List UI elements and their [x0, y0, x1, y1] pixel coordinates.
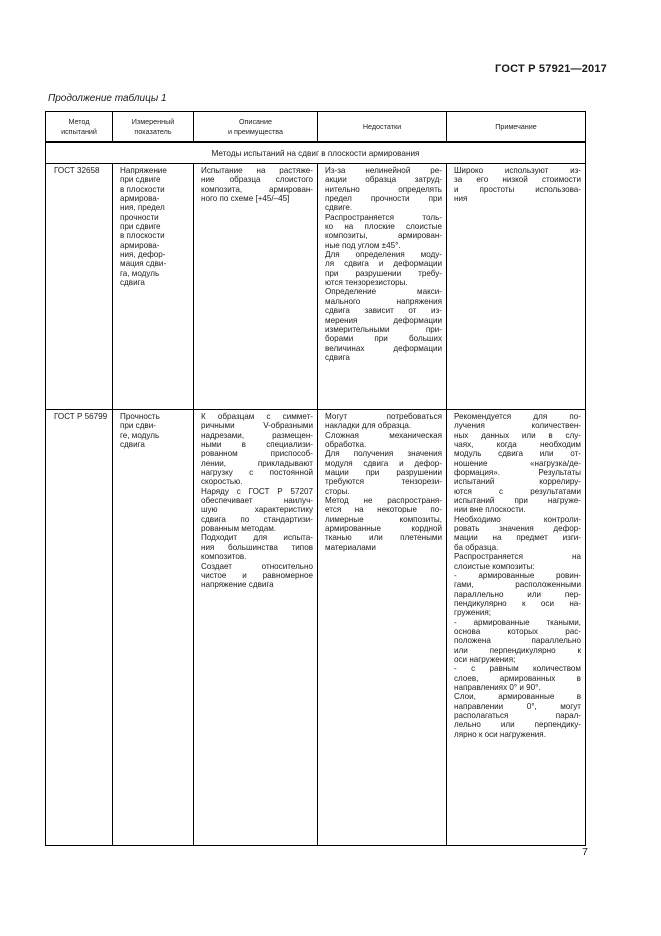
- text-line: мации на предмет изги-: [454, 533, 581, 543]
- text-line: нагрузку с постоянной: [201, 468, 313, 478]
- column-header-description: Описание и преимущества: [194, 112, 318, 143]
- text-line: тканью или плетеными: [325, 533, 442, 543]
- text-line: и простоты использова-: [454, 184, 581, 194]
- text-line: мерения деформации: [325, 315, 442, 325]
- text-line: скоростью.: [201, 477, 243, 487]
- text-line: ные под углом ±45°.: [325, 240, 401, 250]
- text-line: лярно к оси нагружения.: [454, 729, 546, 739]
- text-line: ровать значения дефор-: [454, 524, 581, 534]
- text-line: Метод не распространя-: [325, 496, 442, 506]
- notes-cell: [447, 164, 586, 410]
- text-line: ричными V-образными: [201, 421, 313, 431]
- text-line: направлениях 0° и 90°.: [454, 682, 541, 692]
- text-line: лимерные композиты,: [325, 514, 442, 524]
- text-line: сдвига зависит от из-: [325, 306, 442, 316]
- text-line: композитов.: [201, 552, 247, 562]
- text-line: шую характеристику: [201, 505, 313, 515]
- text-line: ба образца.: [454, 542, 499, 552]
- text-line: Для получения значения: [325, 449, 442, 459]
- text-line: обработка.: [325, 440, 367, 450]
- text-line: ются тензорезисторы.: [325, 278, 408, 288]
- method-cell: ГОСТ 32658: [46, 164, 113, 410]
- notes-text: [454, 412, 581, 739]
- text-line: Необходимо контроли-: [454, 514, 581, 524]
- table-row: [46, 410, 586, 846]
- text-line: величинах деформации: [325, 343, 442, 353]
- text-line: за его низкой стоимости: [454, 175, 581, 185]
- text-line: положена параллельно: [454, 636, 581, 646]
- text-line: модуля сдвига и дефор-: [325, 458, 442, 468]
- column-header-indicator: Измеренный показатель: [113, 112, 194, 143]
- text-line: сдвига: [325, 352, 350, 362]
- text-line: лучения количествен-: [454, 421, 581, 431]
- page-number: 7: [582, 846, 588, 858]
- text-line: акции образца затруд-: [325, 175, 442, 185]
- text-line: основа которых рас-: [454, 626, 581, 636]
- text-line: слоев, армированных в: [454, 673, 581, 683]
- text-line: нии вне плоскости.: [454, 505, 526, 515]
- text-line: формация». Результаты: [454, 468, 581, 478]
- text-line: - армированные ровин-: [454, 570, 581, 580]
- text-line: рованным методам.: [201, 524, 277, 534]
- description-text: [201, 166, 313, 203]
- text-line: ными в специализи-: [201, 440, 313, 450]
- text-line: модуль сдвига или от-: [454, 449, 581, 459]
- text-line: Сложная механическая: [325, 430, 442, 440]
- text-line: Из-за нелинейной ре-: [325, 166, 442, 175]
- text-line: Распространяется на: [454, 552, 581, 562]
- text-line: ния большинства типов: [201, 542, 313, 552]
- description-cell: [194, 164, 318, 410]
- drawbacks-cell: [318, 410, 447, 846]
- text-line: лении, прикладывают: [201, 458, 313, 468]
- text-line: параллельно или пер-: [454, 589, 581, 599]
- text-line: пендикулярно к оси на-: [454, 598, 581, 608]
- text-line: ного по схеме [+45/–45]: [201, 194, 290, 204]
- text-line: Подходит для испыта-: [201, 533, 313, 543]
- text-line: борами при больших: [325, 334, 442, 344]
- table-header-row: [46, 112, 586, 143]
- text-line: Широко используют из-: [454, 166, 581, 175]
- text-line: Рекомендуется для по-: [454, 412, 581, 421]
- method-cell: ГОСТ Р 56799: [46, 410, 113, 846]
- drawbacks-cell: [318, 164, 447, 410]
- methods-table: [45, 111, 586, 846]
- table-row: [46, 164, 586, 410]
- description-cell: [194, 410, 318, 846]
- text-line: Могут потребоваться: [325, 412, 442, 421]
- text-line: композиты, армирован-: [325, 231, 442, 241]
- text-line: ются с результатами: [454, 486, 581, 496]
- drawbacks-text: [325, 166, 442, 362]
- text-line: ние образца слоистого: [201, 175, 313, 185]
- text-line: К образцам с симмет-: [201, 412, 313, 421]
- text-line: располагаться парал-: [454, 711, 581, 720]
- text-line: нительно определять: [325, 184, 442, 194]
- text-line: лельно или перпендику-: [454, 720, 581, 730]
- description-text: [201, 412, 313, 590]
- text-line: гружения;: [454, 608, 492, 618]
- text-line: оси нагружения;: [454, 654, 516, 664]
- text-line: материалами: [325, 542, 376, 552]
- text-line: Определение макси-: [325, 287, 442, 297]
- indicator-cell: Напряжение при сдвиге в плоскости армирова- ния, предел прочности при сдвиге в плоскости армирова- ния, дефор- мация сдви- га, модуль сдвига: [113, 164, 194, 410]
- text-line: мации при разрушении: [325, 468, 442, 478]
- text-line: Для определения моду-: [325, 250, 442, 260]
- text-line: чистое и равномерное: [201, 570, 313, 580]
- text-line: при разрушении требу-: [325, 268, 442, 278]
- text-line: направлении 0°, могут: [454, 701, 581, 711]
- text-line: ля сдвига и деформации: [325, 259, 442, 269]
- text-line: ных данных или в слу-: [454, 430, 581, 440]
- text-line: испытаний при нагруже-: [454, 496, 581, 506]
- text-line: - с равным количеством: [454, 664, 581, 674]
- text-line: Испытание на растяже-: [201, 166, 313, 175]
- notes-cell: [447, 410, 586, 846]
- text-line: композита, армирован-: [201, 184, 313, 194]
- table-continuation-caption: Продолжение таблицы 1: [48, 93, 167, 104]
- text-line: ется на некоторые по-: [325, 505, 442, 515]
- text-line: Создает относительно: [201, 561, 313, 571]
- text-line: слоистые композиты:: [454, 561, 535, 571]
- text-line: Слои, армированные в: [454, 692, 581, 702]
- text-line: сдвиге.: [325, 203, 353, 213]
- text-line: накладки для образца.: [325, 421, 412, 431]
- section-title: Методы испытаний на сдвиг в плоскости армирования: [46, 142, 586, 164]
- text-line: ко на плоские слоистые: [325, 222, 442, 232]
- text-line: Наряду с ГОСТ Р 57207: [201, 486, 313, 496]
- text-line: требуются тензорези-: [325, 477, 442, 487]
- indicator-cell: Прочность при сдви- ге, модуль сдвига: [113, 410, 194, 846]
- text-line: Распространяется толь-: [325, 212, 442, 222]
- document-code: ГОСТ Р 57921—2017: [495, 63, 607, 75]
- text-line: напряжение сдвига: [201, 580, 274, 590]
- text-line: мального напряжения: [325, 296, 442, 306]
- text-line: сторы.: [325, 486, 350, 496]
- text-line: предел прочности при: [325, 194, 442, 204]
- notes-text: [454, 166, 581, 203]
- text-line: армированные кордной: [325, 524, 442, 534]
- section-row: [46, 142, 586, 164]
- text-line: - армированные ткаными,: [454, 617, 581, 627]
- text-line: гами, расположенными: [454, 580, 581, 590]
- text-line: чаях, когда необходим: [454, 440, 581, 450]
- text-line: надрезами, размещен-: [201, 430, 313, 440]
- text-line: измерительными при-: [325, 324, 442, 334]
- text-line: ния: [454, 194, 468, 204]
- text-line: сдвига по стандартизи-: [201, 514, 313, 524]
- column-header-method: Метод испытаний: [46, 112, 113, 143]
- text-line: или перпендикулярно к: [454, 645, 581, 655]
- column-header-notes: Примечание: [447, 112, 586, 143]
- text-line: испытаний коррелиру-: [454, 477, 581, 487]
- drawbacks-text: [325, 412, 442, 552]
- column-header-drawbacks: Недостатки: [318, 112, 447, 143]
- text-line: рованном приспособ-: [201, 449, 313, 459]
- text-line: обеспечивает наилуч-: [201, 496, 313, 506]
- text-line: ношение «нагрузка/де-: [454, 458, 581, 468]
